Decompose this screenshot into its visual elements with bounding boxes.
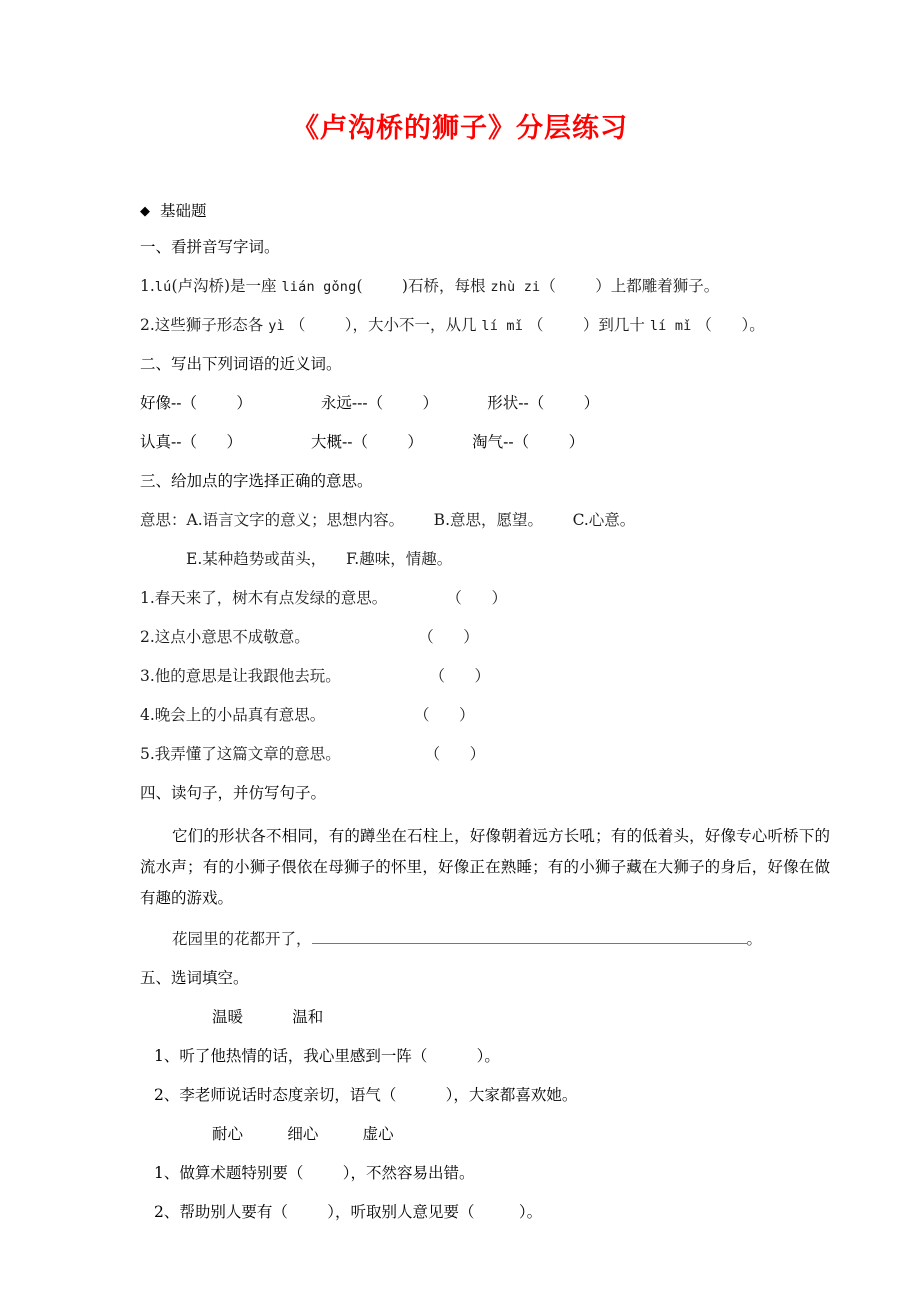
- question-text: 2.这点小意思不成敬意。: [140, 628, 310, 647]
- pinyin-limi-2: lí mǐ: [649, 318, 692, 335]
- section-four-heading: 四、读句子，并仿写句子。: [140, 784, 327, 802]
- answer-box: [325, 706, 414, 724]
- word-bank-2: 耐心 细心 虚心: [212, 1124, 394, 1143]
- filled-diamond-icon: ◆: [140, 204, 150, 219]
- pinyin-yi: yì: [268, 318, 285, 335]
- section-four-passage: 它们的形状各不相同，有的蹲坐在石柱上，好像朝着远方长吼；有的低着头，好像专心听桥下的流水声；有的小狮子偎依在母狮子的怀里，好像正在熟睡；有的小狮子藏在大狮子的身后，好像在做有趣的游戏。: [140, 826, 830, 907]
- answer-box: [387, 589, 446, 607]
- han-text: (卢沟桥)是一座: [171, 277, 282, 296]
- pinyin-limi-1: lí mǐ: [481, 318, 524, 335]
- section-three-question-1: [140, 587, 830, 609]
- section-three-question-2: [140, 626, 830, 648]
- answer-box[interactable]: （ ）: [446, 589, 507, 608]
- answer-box: [341, 667, 430, 685]
- worksheet-body: [0, 201, 920, 1223]
- section-five-bank1-question-2: 2、李老师说话时态度亲切，语气（ ），大家都喜欢她。: [154, 1085, 578, 1104]
- page-title: 《卢沟桥的狮子》分层练习: [292, 113, 628, 144]
- section-three-heading: 三、给加点的字选择正确的意思。: [140, 472, 373, 491]
- section-three-question-4: [140, 704, 830, 726]
- han-text: 这些狮子形态各: [154, 316, 269, 335]
- pinyin-zhuzi: zhù zi: [490, 279, 541, 296]
- synonym-row-2: 认真--（ ） 大概--（ ） 淘气--（ ）: [140, 433, 585, 452]
- section-one-item-2: [140, 314, 830, 337]
- question-text: 1.春天来了，树木有点发绿的意思。: [140, 589, 388, 608]
- section-one-heading: 一、看拼音写字词。: [140, 238, 280, 257]
- question-text: 5.我弄懂了这篇文章的意思。: [140, 745, 341, 764]
- answer-box: [341, 745, 425, 763]
- section-five-bank2-question-1: 1、做算术题特别要（ ），不然容易出错。: [154, 1163, 475, 1182]
- pinyin-liangong: lián gǒng: [281, 279, 357, 296]
- answer-box[interactable]: （ ）: [418, 628, 479, 647]
- answer-box[interactable]: （ ）: [413, 706, 475, 725]
- item-number: 2.: [140, 316, 155, 335]
- section-five-heading: 五、选词填空。: [140, 968, 249, 987]
- exercise-suffix: 。: [746, 929, 763, 948]
- exercise-prefix: 花园里的花都开了，: [172, 929, 312, 948]
- section-marker-label: 基础题: [160, 201, 207, 220]
- pinyin-lu: lú: [154, 279, 172, 296]
- synonym-row-1: 好像--（ ） 永远---（ ） 形状--（ ）: [140, 394, 600, 413]
- meaning-options-line-1: 意思：A.语言文字的意义；思想内容。 B.意思，愿望。 C.心意。: [140, 511, 636, 530]
- han-text: ( )石桥，每根: [356, 277, 491, 296]
- word-bank-1: 温暖 温和: [212, 1007, 324, 1026]
- answer-box: [310, 628, 418, 646]
- question-text: 4.晚会上的小品真有意思。: [140, 706, 326, 725]
- answer-blank-line[interactable]: [312, 928, 747, 944]
- section-marker-basic: [140, 201, 830, 220]
- section-five-bank1-question-1: 1、听了他热情的话，我心里感到一阵（ ）。: [154, 1046, 500, 1065]
- section-three-question-5: [140, 743, 830, 765]
- section-two-heading: 二、写出下列词语的近义词。: [140, 355, 342, 374]
- section-four-exercise: [140, 928, 830, 950]
- han-text: （ ）到几十: [523, 316, 650, 335]
- item-number: 1.: [140, 277, 155, 296]
- question-text: 3.他的意思是让我跟他去玩。: [140, 667, 341, 686]
- section-five-bank2-question-2: 2、帮助别人要有（ ），听取别人意见要（ ）。: [154, 1202, 543, 1221]
- meaning-options-line-2: E.某种趋势或苗头， F.趣味，情趣。: [186, 550, 453, 569]
- answer-box[interactable]: （ ）: [424, 745, 486, 764]
- han-text: （ ）上都雕着狮子。: [540, 277, 720, 296]
- section-one-item-1: [140, 275, 830, 298]
- answer-box[interactable]: （ ）: [429, 667, 491, 686]
- han-text: （ ），大小不一，从几: [284, 316, 482, 335]
- han-text: （ ）。: [691, 316, 765, 335]
- section-three-question-3: [140, 665, 830, 687]
